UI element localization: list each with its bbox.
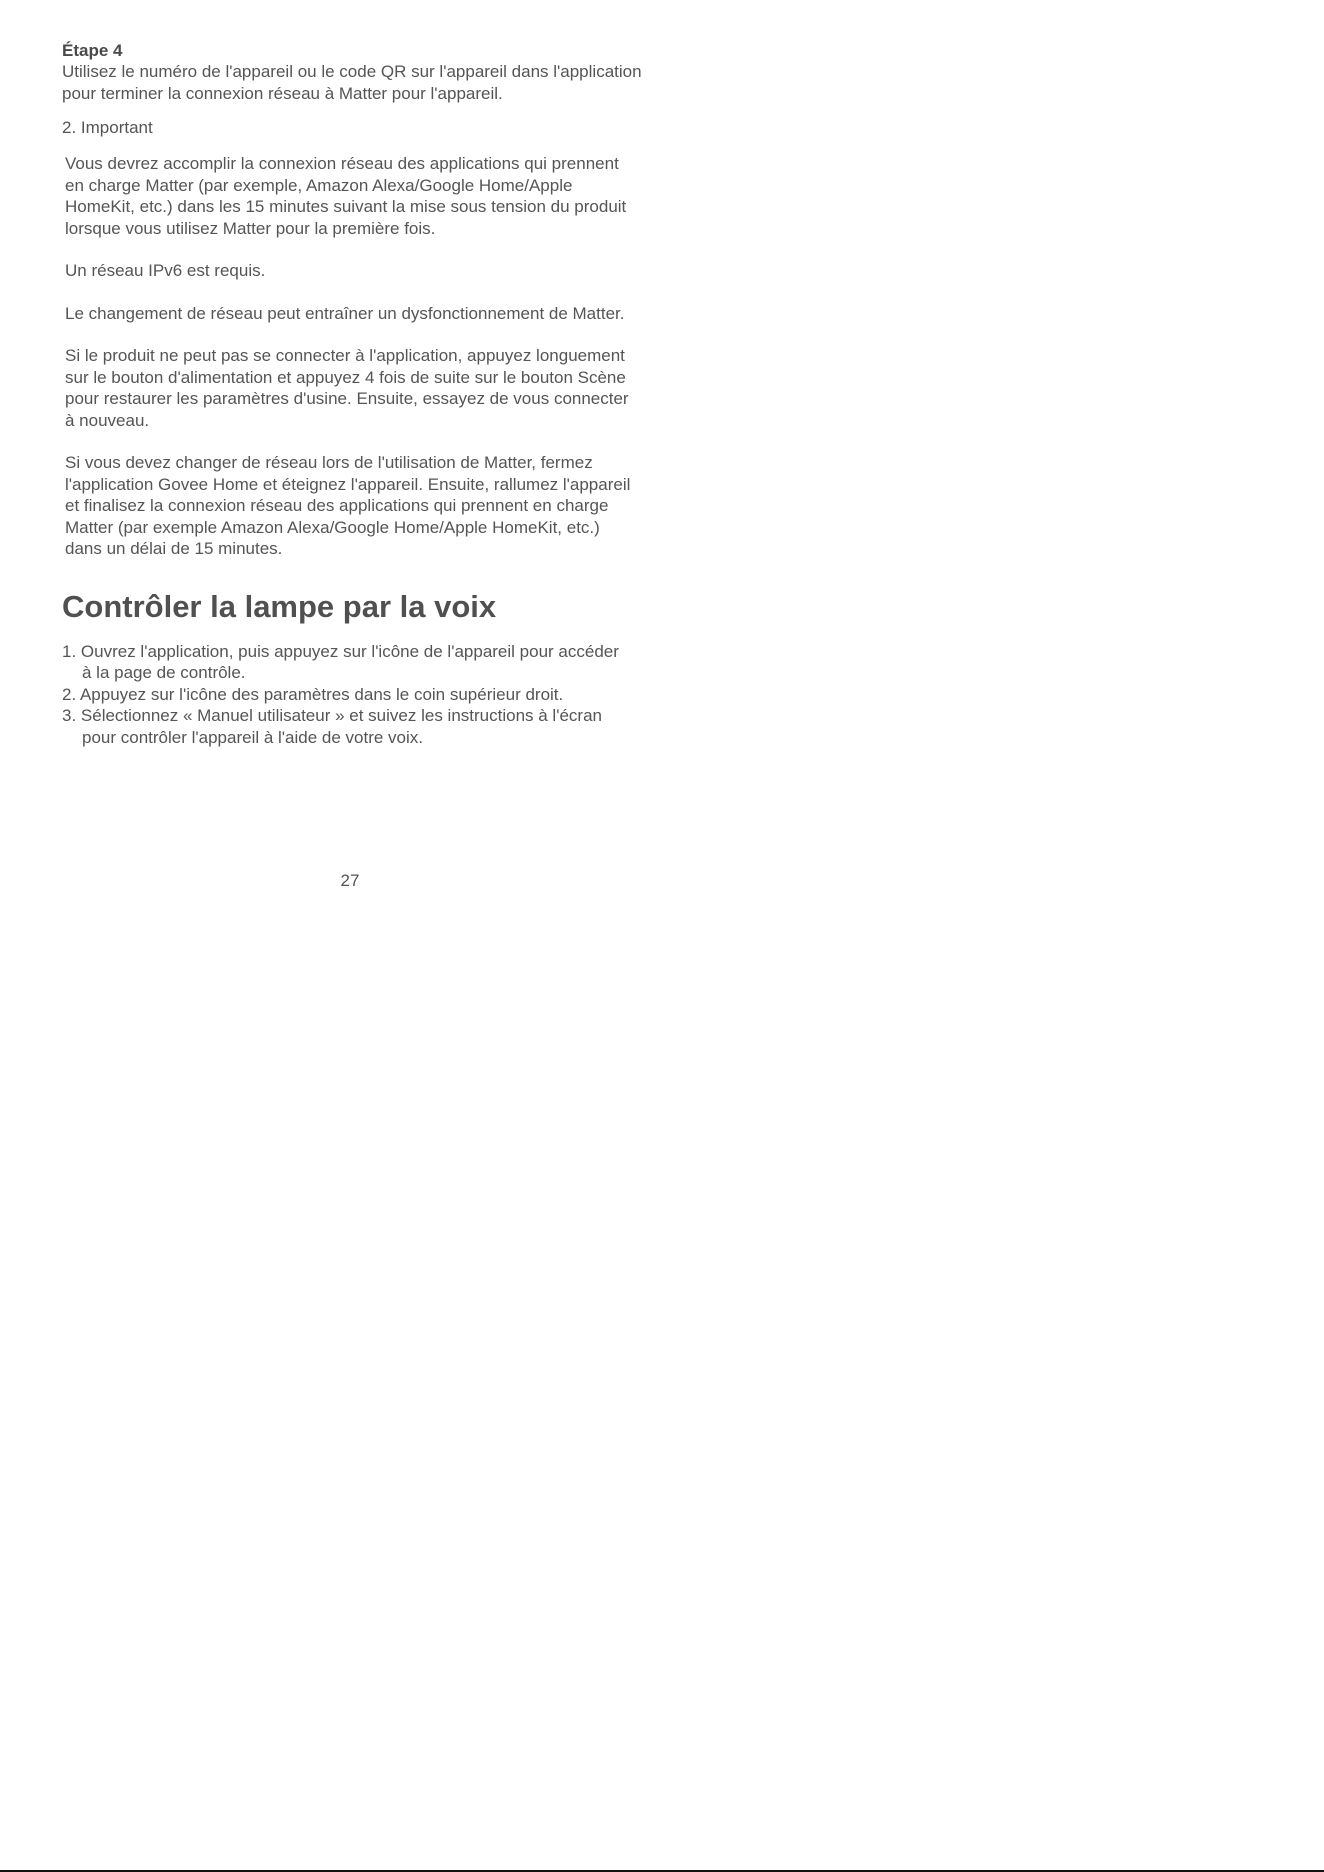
important-label: 2. Important	[62, 118, 153, 137]
important-note-ipv6: Un réseau IPv6 est requis.	[65, 261, 266, 280]
voice-control-steps	[62, 641, 632, 749]
important-note-switch-network: Si vous devez changer de réseau lors de l'utilisation de Matter, fermez l'application Govee Home et éteignez l'appareil. Ensuite, rallumez l'appareil et finalisez la connexion réseau des applications qui prennent en charge Matter (par exemple Amazon Alexa/Google Home/Apple HomeKit, etc.) dans un délai de 15 minutes.	[65, 453, 631, 558]
voice-step-1: 1. Ouvrez l'application, puis appuyez sur l'icône de l'appareil pour accéder à la page de contrôle.	[62, 641, 619, 682]
step-4-title: Étape 4	[62, 41, 123, 60]
step-4-text: Utilisez le numéro de l'appareil ou le code QR sur l'appareil dans l'application pour terminer la connexion réseau à Matter pour l'appareil.	[62, 62, 642, 103]
important-note-factory-reset: Si le produit ne peut pas se connecter à l'application, appuyez longuement sur le bouton d'alimentation et appuyez 4 fois de suite sur le bouton Scène pour restaurer les paramètres d'usine. Ensuite, essayez de vous connecter à nouveau.	[65, 346, 629, 430]
important-note-first-use: Vous devrez accomplir la connexion réseau des applications qui prennent en charge Matter (par exemple, Amazon Alexa/Google Home/Apple HomeKit, etc.) dans les 15 minutes suivant la mise sous tension du produit lorsque vous utilisez Matter pour la première fois.	[65, 154, 627, 238]
voice-control-heading: Contrôler la lampe par la voix	[62, 588, 497, 624]
important-note-network-change: Le changement de réseau peut entraîner un dysfonctionnement de Matter.	[65, 303, 625, 323]
manual-page	[62, 40, 662, 748]
voice-step-2: 2. Appuyez sur l'icône des paramètres dans le coin supérieur droit.	[62, 684, 564, 704]
voice-step-3: 3. Sélectionnez « Manuel utilisateur » et suivez les instructions à l'écran pour contrôler l'appareil à l'aide de votre voix.	[62, 706, 602, 747]
important-notes	[65, 153, 635, 560]
page-number: 27	[340, 871, 360, 890]
